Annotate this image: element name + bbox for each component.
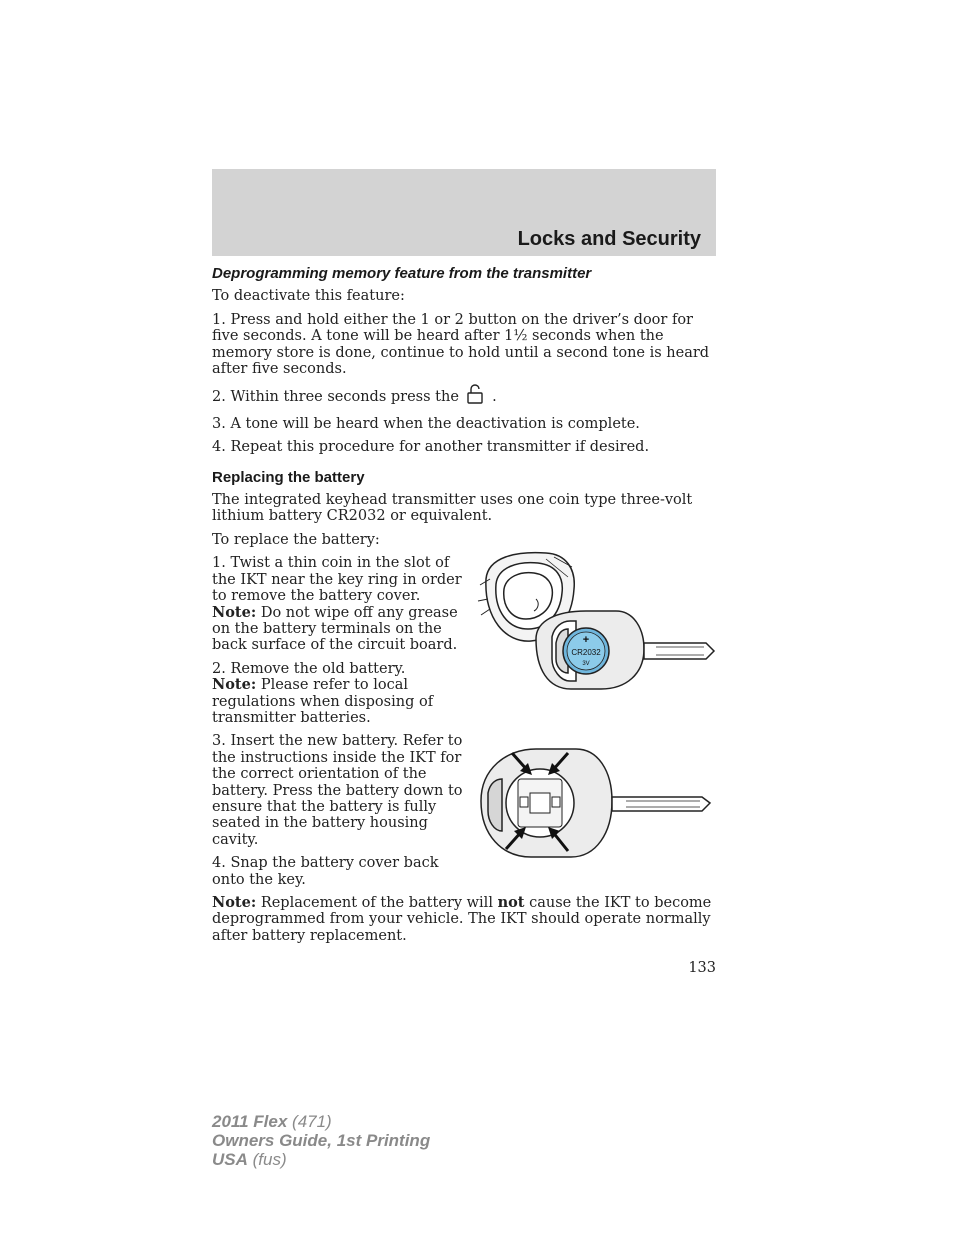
note-label: Note: (212, 603, 257, 621)
battery-model-label: CR2032 (571, 648, 601, 658)
note-text: Do not wipe off any grease on the battery terminals on the back surface of the circuit board. (212, 604, 458, 654)
battery-step-3: 3. Insert the new battery. Refer to the instructions inside the IKT for the correct orientation of the battery. Press the battery down to ensure that the battery is fully seated in the battery housing cavity. (212, 733, 463, 848)
to-replace-text: To replace the battery: (212, 531, 380, 548)
section-header-band (212, 169, 716, 256)
battery-plus-label: + (582, 634, 590, 647)
deprogramming-heading: Deprogramming memory feature from the transmitter (212, 265, 592, 282)
final-note: Note: Replacement of the battery will not cause the IKT to become deprogrammed from your vehicle. The IKT should operate normally after battery replacement. (212, 894, 712, 944)
footer-line-3: USA (fus) (212, 1150, 287, 1169)
battery-housing-illustration (476, 741, 716, 871)
deprogramming-step-1: 1. Press and hold either the 1 or 2 button on the driver’s door for five seconds. A tone will be heard after 1½ seconds when the memory store is done, continue to hold until a second tone is heard after five seconds. (212, 311, 710, 378)
battery-voltage-label: 3V (582, 661, 590, 668)
section-title: Locks and Security (517, 228, 701, 250)
footer-line-2: Owners Guide, 1st Printing (212, 1131, 431, 1150)
battery-step-2: 2. Remove the old battery. Note: Please refer to local regulations when disposing of transmitter batteries. (212, 660, 434, 726)
footer-line-1: 2011 Flex (471) (212, 1112, 332, 1131)
deprogramming-intro: To deactivate this feature: (212, 288, 405, 305)
page-content (212, 266, 716, 951)
deprogramming-step-4: 4. Repeat this procedure for another transmitter if desired. (212, 439, 650, 456)
step-2-text: 2. Within three seconds press the (212, 389, 459, 406)
document-footer (212, 1112, 430, 1169)
deprogramming-step-3: 3. A tone will be heard when the deactivation is complete. (212, 415, 640, 432)
battery-intro: The integrated keyhead transmitter uses one coin type three-volt lithium battery CR2032 or equivalent. (212, 492, 693, 525)
battery-step-1: 1. Twist a thin coin in the slot of the IKT near the key ring in order to remove the battery cover. Note: Do not wipe off any grease on the battery terminals on the back surface of the circuit board. (212, 555, 462, 654)
page-number: 133 (688, 960, 716, 976)
note-text: Please refer to local regulations when disposing of transmitter batteries. (212, 677, 434, 726)
battery-step-4: 4. Snap the battery cover back onto the key. (212, 855, 439, 888)
battery-steps-block (212, 555, 716, 888)
unlock-icon (466, 384, 484, 408)
emphasis-not: not (497, 894, 525, 911)
step-2-end: . (492, 389, 497, 406)
deprogramming-step-2 (212, 384, 716, 408)
note-label: Note: (212, 676, 257, 694)
key-fob-open-illustration (476, 549, 716, 699)
replacing-battery-heading: Replacing the battery (212, 468, 365, 486)
note-label: Note: (212, 894, 257, 911)
